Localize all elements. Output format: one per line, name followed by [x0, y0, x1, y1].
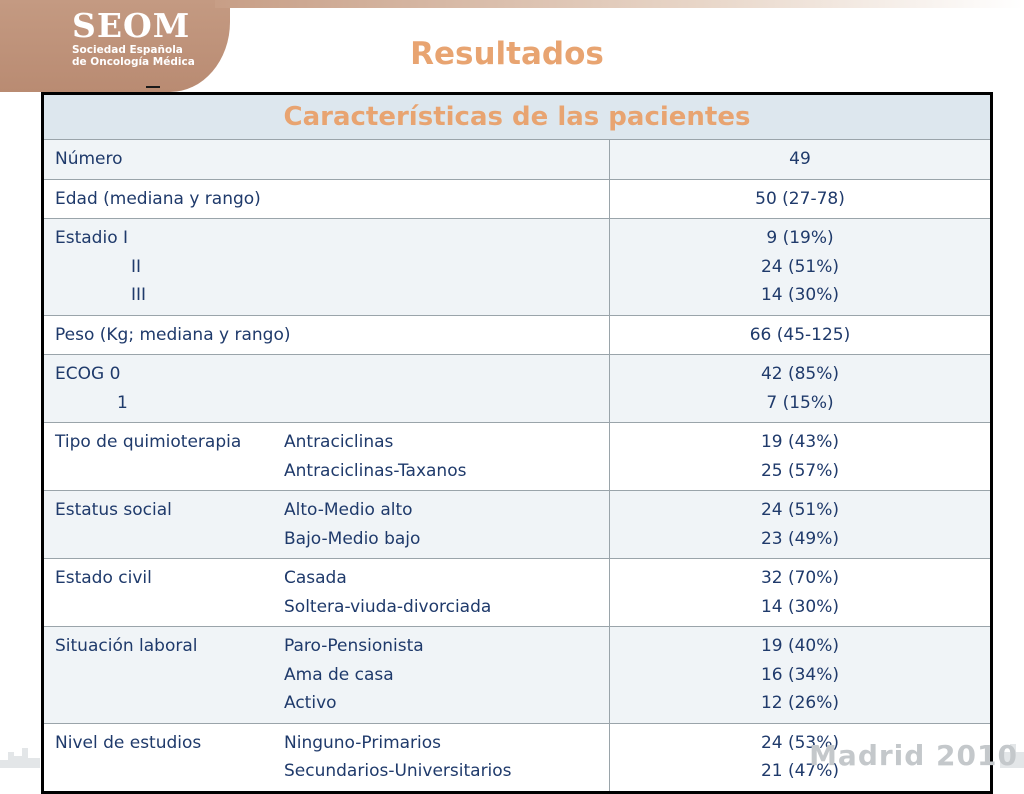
label-line: [55, 185, 609, 214]
row-label: ECOG 0: [55, 364, 121, 384]
row-label: II: [131, 256, 142, 277]
row-label: Situación laboral: [55, 636, 198, 656]
table-row: [44, 218, 990, 315]
row-value: 14 (30%): [760, 596, 840, 617]
label-line: [55, 564, 609, 593]
row-value: 19 (43%): [760, 432, 840, 452]
decorative-dash: [146, 86, 160, 88]
row-sublabel: Ninguno-Primarios: [284, 732, 442, 753]
row-label: [55, 525, 284, 554]
table-row: [44, 354, 990, 422]
row-label: Estadio I: [55, 228, 129, 248]
row-value: 24 (53%): [760, 732, 840, 753]
row-value-cell: [610, 180, 990, 219]
row-value: 24 (51%): [760, 256, 840, 277]
row-label-cell: [44, 491, 610, 558]
row-value-cell: [610, 140, 990, 179]
row-value-cell: [610, 559, 990, 626]
brand-subtitle-line-2: de Oncología Médica: [72, 56, 195, 68]
row-sublabel: Soltera-viuda-divorciada: [284, 596, 492, 617]
skyline-decoration: [0, 722, 1024, 768]
row-value: 66 (45-125): [749, 324, 851, 345]
row-label: [55, 689, 284, 718]
table-header: Características de las pacientes: [44, 95, 990, 140]
row-label-cell: [44, 559, 610, 626]
table-row: [44, 626, 990, 723]
row-label: III: [131, 285, 147, 305]
row-value-cell: [610, 355, 990, 422]
row-label: Peso (Kg; mediana y rango): [55, 324, 291, 345]
label-line: [55, 360, 609, 389]
row-value-cell: [610, 627, 990, 723]
row-label: [55, 661, 284, 690]
row-value-cell: [610, 423, 990, 490]
row-value: 42 (85%): [760, 364, 840, 384]
table-body: [44, 140, 990, 791]
row-label: [55, 457, 284, 486]
table-row: [44, 315, 990, 355]
row-label: Nivel de estudios: [55, 732, 202, 753]
brand-subtitle-line-1: Sociedad Española: [72, 44, 183, 56]
label-line: [55, 661, 609, 690]
row-label-cell: [44, 219, 610, 315]
row-sublabel: Paro-Pensionista: [284, 636, 424, 656]
row-value-cell: [610, 491, 990, 558]
row-value: 16 (34%): [760, 664, 840, 685]
row-label-cell: [44, 423, 610, 490]
label-line: [55, 689, 609, 718]
label-line: [55, 389, 609, 418]
row-value: 19 (40%): [760, 636, 840, 656]
table-row: [44, 490, 990, 558]
row-label: Estado civil: [55, 568, 152, 588]
label-line: [55, 457, 609, 486]
row-sublabel: Antraciclinas: [284, 432, 394, 452]
row-label: Edad (mediana y rango): [55, 188, 261, 209]
row-value: 7 (15%): [766, 392, 834, 413]
row-label-cell: [44, 627, 610, 723]
label-line: [55, 496, 609, 525]
madrid-2010-logo: Madrid 2010: [809, 739, 1018, 768]
table-row: [44, 140, 990, 179]
table-row: [44, 422, 990, 490]
row-sublabel: Bajo-Medio bajo: [284, 528, 421, 549]
label-line: [55, 593, 609, 622]
row-label: 1: [117, 392, 128, 413]
row-value: 24 (51%): [760, 500, 840, 520]
row-sublabel: Alto-Medio alto: [284, 500, 413, 520]
row-label: Número: [55, 149, 123, 169]
row-label-cell: [44, 316, 610, 355]
label-line: [55, 428, 609, 457]
label-line: [55, 525, 609, 554]
row-sublabel: Activo: [284, 693, 337, 713]
row-sublabel: Ama de casa: [284, 664, 394, 685]
row-value: 32 (70%): [760, 568, 840, 588]
row-label: [55, 593, 284, 622]
row-value: 50 (27-78): [755, 188, 845, 209]
label-line: [55, 321, 609, 350]
label-line: [55, 145, 609, 174]
table-row: [44, 558, 990, 626]
label-line: [55, 281, 609, 310]
brand-logo-title: SEOM: [72, 6, 191, 45]
characteristics-table: [41, 92, 993, 794]
row-label: Estatus social: [55, 500, 172, 520]
row-value: 21 (47%): [760, 761, 840, 781]
row-label-cell: [44, 355, 610, 422]
row-sublabel: Antraciclinas-Taxanos: [284, 460, 467, 481]
row-value: 23 (49%): [760, 528, 840, 549]
row-value: 9 (19%): [766, 228, 834, 248]
label-line: [55, 632, 609, 661]
label-line: [55, 224, 609, 253]
row-value-cell: [610, 219, 990, 315]
row-value-cell: [610, 316, 990, 355]
table-row: [44, 179, 990, 219]
label-line: [55, 253, 609, 282]
row-sublabel: Secundarios-Universitarios: [284, 761, 512, 781]
row-label-cell: [44, 180, 610, 219]
row-label-cell: [44, 140, 610, 179]
slide-title: Resultados: [410, 36, 604, 72]
row-value: 12 (26%): [760, 693, 840, 713]
row-value: 49: [789, 149, 811, 169]
row-sublabel: Casada: [284, 568, 347, 588]
row-value: 14 (30%): [760, 285, 840, 305]
row-label: Tipo de quimioterapia: [55, 432, 242, 452]
row-value: 25 (57%): [760, 460, 840, 481]
